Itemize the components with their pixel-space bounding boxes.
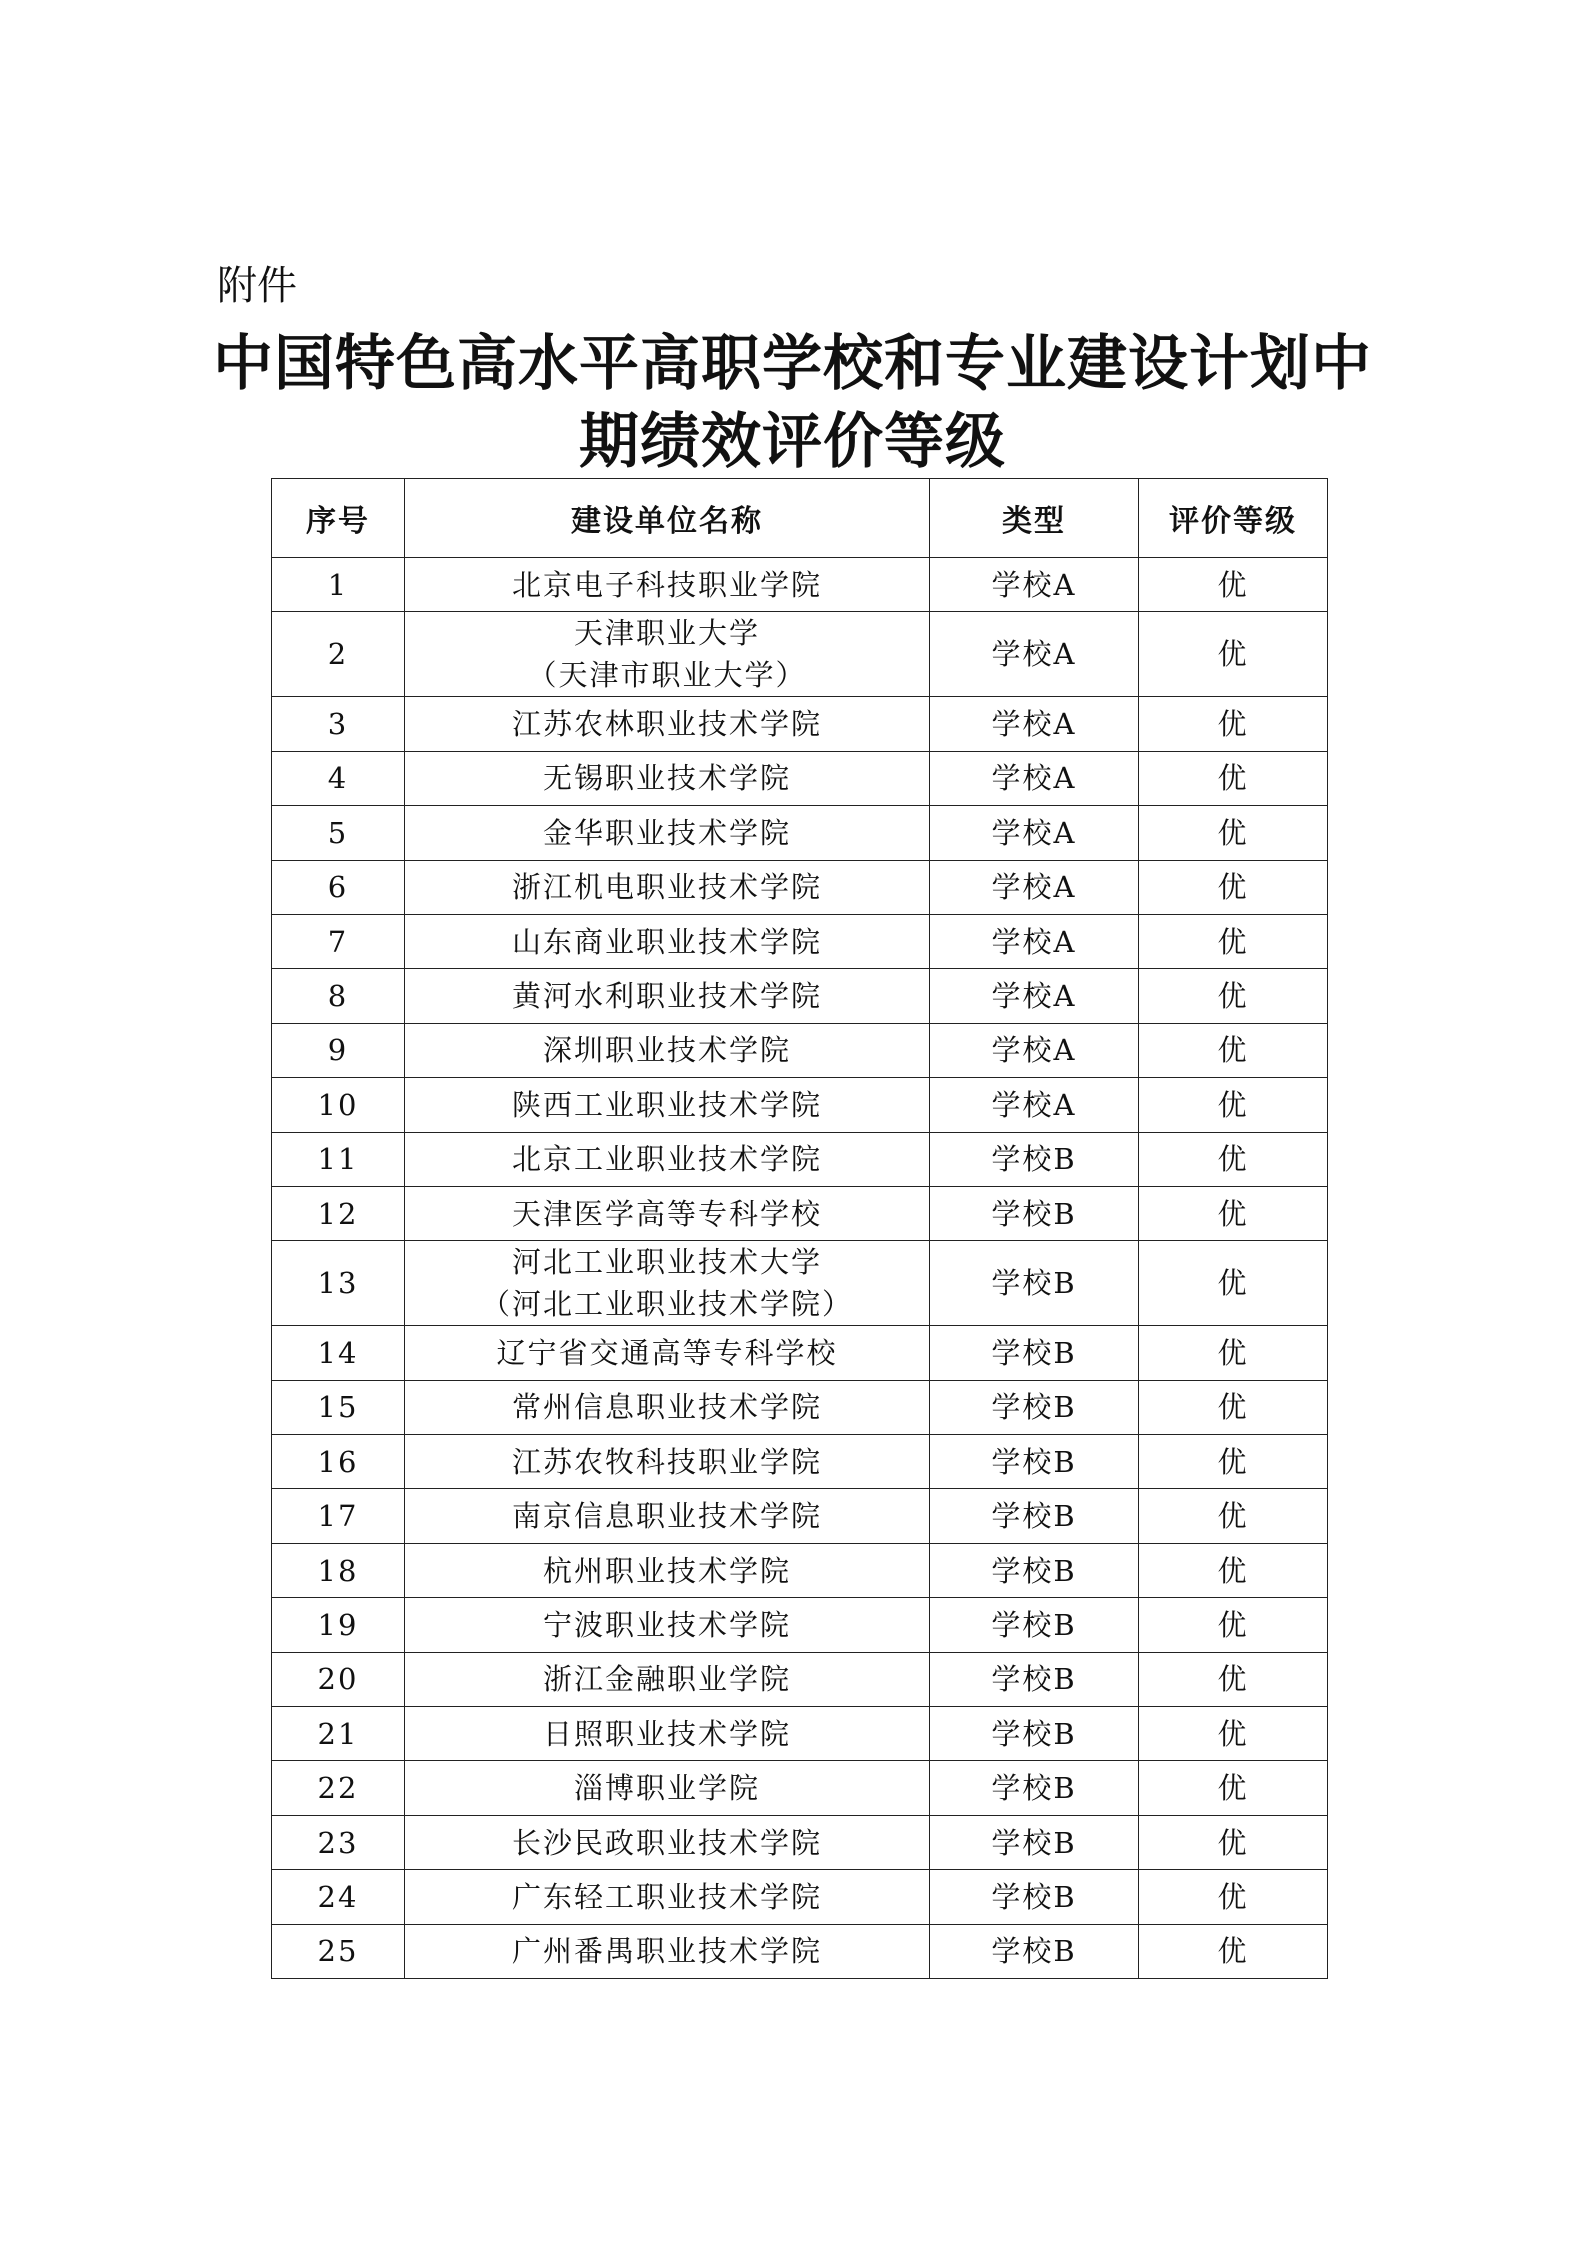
table-row (272, 1598, 1328, 1652)
cell-grade: 优 (1139, 1435, 1328, 1489)
cell-unit-name (405, 1489, 930, 1543)
table-row (272, 1489, 1328, 1543)
cell-type: 学校A (930, 969, 1139, 1023)
unit-name-line: 辽宁省交通高等专科学校 (496, 1335, 838, 1370)
cell-type: 学校B (930, 1326, 1139, 1380)
unit-name-line: 淄博职业学院 (573, 1771, 760, 1806)
cell-grade: 优 (1139, 1707, 1328, 1761)
cell-unit-name (405, 1543, 930, 1597)
table-row (272, 612, 1328, 697)
cell-unit-name (405, 1186, 930, 1240)
unit-name-line: 宁波职业技术学院 (542, 1607, 791, 1642)
header-grade: 评价等级 (1139, 479, 1328, 558)
cell-type: 学校B (930, 1598, 1139, 1652)
table-row (272, 1078, 1328, 1132)
cell-grade: 优 (1139, 1326, 1328, 1380)
cell-grade: 优 (1139, 1870, 1328, 1924)
unit-name-line: 广东轻工职业技术学院 (511, 1879, 822, 1914)
cell-grade: 优 (1139, 806, 1328, 860)
table-row (272, 1924, 1328, 1978)
unit-name-line: 北京工业职业技术学院 (511, 1142, 822, 1177)
table-row (272, 1380, 1328, 1434)
cell-grade: 优 (1139, 751, 1328, 805)
cell-type: 学校A (930, 914, 1139, 968)
cell-type: 学校A (930, 612, 1139, 697)
cell-type: 学校A (930, 860, 1139, 914)
table-row (272, 558, 1328, 612)
cell-unit-name (405, 1598, 930, 1652)
cell-index: 14 (272, 1326, 405, 1380)
unit-name-line: 山东商业职业技术学院 (511, 924, 822, 959)
cell-index: 12 (272, 1186, 405, 1240)
cell-type: 学校A (930, 1023, 1139, 1077)
table-row (272, 697, 1328, 751)
table-row (272, 1023, 1328, 1077)
cell-type: 学校A (930, 1078, 1139, 1132)
cell-unit-name (405, 1435, 930, 1489)
document-title (180, 325, 1405, 481)
cell-grade: 优 (1139, 1078, 1328, 1132)
table-row (272, 1652, 1328, 1706)
cell-unit-name (405, 1241, 930, 1326)
cell-type: 学校B (930, 1924, 1139, 1978)
cell-type: 学校B (930, 1543, 1139, 1597)
unit-name-line: 陕西工业职业技术学院 (511, 1087, 822, 1122)
cell-unit-name (405, 558, 930, 612)
cell-type: 学校A (930, 697, 1139, 751)
cell-index: 19 (272, 1598, 405, 1652)
attachment-label: 附件 (217, 263, 297, 309)
cell-unit-name (405, 1815, 930, 1869)
table-row (272, 751, 1328, 805)
cell-unit-name (405, 1761, 930, 1815)
unit-name-line: 深圳职业技术学院 (542, 1033, 791, 1068)
cell-index: 23 (272, 1815, 405, 1869)
cell-index: 3 (272, 697, 405, 751)
unit-name-line: 江苏农牧科技职业学院 (511, 1444, 822, 1479)
cell-grade: 优 (1139, 1380, 1328, 1434)
cell-unit-name (405, 1380, 930, 1434)
cell-unit-name (405, 860, 930, 914)
cell-grade: 优 (1139, 1815, 1328, 1869)
table-row (272, 1870, 1328, 1924)
cell-unit-name (405, 1023, 930, 1077)
table-row (272, 1707, 1328, 1761)
cell-index: 25 (272, 1924, 405, 1978)
header-index: 序号 (272, 479, 405, 558)
cell-unit-name (405, 914, 930, 968)
cell-index: 21 (272, 1707, 405, 1761)
cell-grade: 优 (1139, 914, 1328, 968)
unit-name-line: 江苏农林职业技术学院 (511, 707, 822, 742)
cell-type: 学校A (930, 806, 1139, 860)
cell-unit-name (405, 1707, 930, 1761)
cell-type: 学校B (930, 1707, 1139, 1761)
cell-grade: 优 (1139, 1924, 1328, 1978)
cell-unit-name (405, 1132, 930, 1186)
table-row (272, 969, 1328, 1023)
cell-unit-name (405, 1326, 930, 1380)
cell-type: 学校A (930, 558, 1139, 612)
cell-index: 17 (272, 1489, 405, 1543)
cell-type: 学校B (930, 1380, 1139, 1434)
cell-unit-name (405, 806, 930, 860)
unit-name-line: 浙江金融职业学院 (542, 1662, 791, 1697)
table-row (272, 1815, 1328, 1869)
cell-grade: 优 (1139, 1132, 1328, 1186)
cell-type: 学校B (930, 1132, 1139, 1186)
table-row (272, 1186, 1328, 1240)
cell-unit-name (405, 697, 930, 751)
cell-type: 学校B (930, 1870, 1139, 1924)
cell-grade: 优 (1139, 1489, 1328, 1543)
table-body (272, 558, 1328, 1979)
cell-index: 20 (272, 1652, 405, 1706)
unit-name-line: 长沙民政职业技术学院 (511, 1825, 822, 1860)
cell-grade: 优 (1139, 1023, 1328, 1077)
cell-grade: 优 (1139, 612, 1328, 697)
unit-name-line: （河北工业职业技术学院） (480, 1287, 853, 1322)
cell-grade: 优 (1139, 969, 1328, 1023)
table-row (272, 1241, 1328, 1326)
cell-unit-name (405, 612, 930, 697)
evaluation-grade-table (271, 478, 1328, 1979)
unit-name-line: 无锡职业技术学院 (542, 761, 791, 796)
cell-grade: 优 (1139, 1652, 1328, 1706)
cell-type: 学校B (930, 1652, 1139, 1706)
cell-type: 学校B (930, 1186, 1139, 1240)
cell-index: 7 (272, 914, 405, 968)
cell-type: 学校B (930, 1435, 1139, 1489)
cell-grade: 优 (1139, 1186, 1328, 1240)
unit-name-line: 常州信息职业技术学院 (511, 1390, 822, 1425)
cell-unit-name (405, 1924, 930, 1978)
cell-unit-name (405, 751, 930, 805)
cell-index: 9 (272, 1023, 405, 1077)
table-row (272, 1132, 1328, 1186)
table-row (272, 860, 1328, 914)
cell-index: 4 (272, 751, 405, 805)
unit-name-line: 天津职业大学 (573, 616, 760, 651)
cell-index: 5 (272, 806, 405, 860)
cell-index: 24 (272, 1870, 405, 1924)
unit-name-line: 浙江机电职业技术学院 (511, 870, 822, 905)
cell-index: 10 (272, 1078, 405, 1132)
cell-index: 13 (272, 1241, 405, 1326)
cell-index: 18 (272, 1543, 405, 1597)
cell-unit-name (405, 969, 930, 1023)
cell-grade: 优 (1139, 1543, 1328, 1597)
cell-grade: 优 (1139, 860, 1328, 914)
cell-type: 学校B (930, 1815, 1139, 1869)
unit-name-line: 杭州职业技术学院 (542, 1553, 791, 1588)
cell-unit-name (405, 1652, 930, 1706)
document-title-line-2: 期绩效评价等级 (579, 407, 1006, 477)
unit-name-line: 北京电子科技职业学院 (511, 567, 822, 602)
cell-grade: 优 (1139, 697, 1328, 751)
cell-index: 11 (272, 1132, 405, 1186)
cell-type: 学校B (930, 1241, 1139, 1326)
cell-unit-name (405, 1078, 930, 1132)
unit-name-line: 河北工业职业技术大学 (511, 1245, 822, 1280)
cell-grade: 优 (1139, 1761, 1328, 1815)
table-row (272, 914, 1328, 968)
cell-index: 16 (272, 1435, 405, 1489)
table-row (272, 1326, 1328, 1380)
table-row (272, 1761, 1328, 1815)
cell-type: 学校B (930, 1761, 1139, 1815)
cell-index: 8 (272, 969, 405, 1023)
cell-index: 2 (272, 612, 405, 697)
unit-name-line: （天津市职业大学） (527, 658, 807, 693)
header-type: 类型 (930, 479, 1139, 558)
header-unit-name: 建设单位名称 (405, 479, 930, 558)
unit-name-line: 南京信息职业技术学院 (511, 1499, 822, 1534)
cell-index: 15 (272, 1380, 405, 1434)
table-row (272, 806, 1328, 860)
cell-type: 学校B (930, 1489, 1139, 1543)
cell-type: 学校A (930, 751, 1139, 805)
cell-index: 6 (272, 860, 405, 914)
unit-name-line: 广州番禺职业技术学院 (511, 1934, 822, 1969)
document-title-line-1: 中国特色高水平高职学校和专业建设计划中 (213, 329, 1372, 399)
unit-name-line: 日照职业技术学院 (542, 1716, 791, 1751)
cell-index: 22 (272, 1761, 405, 1815)
unit-name-line: 黄河水利职业技术学院 (511, 979, 822, 1014)
cell-grade: 优 (1139, 1598, 1328, 1652)
table-row (272, 1435, 1328, 1489)
table-row (272, 1543, 1328, 1597)
cell-index: 1 (272, 558, 405, 612)
unit-name-line: 金华职业技术学院 (542, 815, 791, 850)
unit-name-line: 天津医学高等专科学校 (511, 1196, 822, 1231)
cell-grade: 优 (1139, 1241, 1328, 1326)
cell-unit-name (405, 1870, 930, 1924)
table-header-row (272, 479, 1328, 558)
cell-grade: 优 (1139, 558, 1328, 612)
